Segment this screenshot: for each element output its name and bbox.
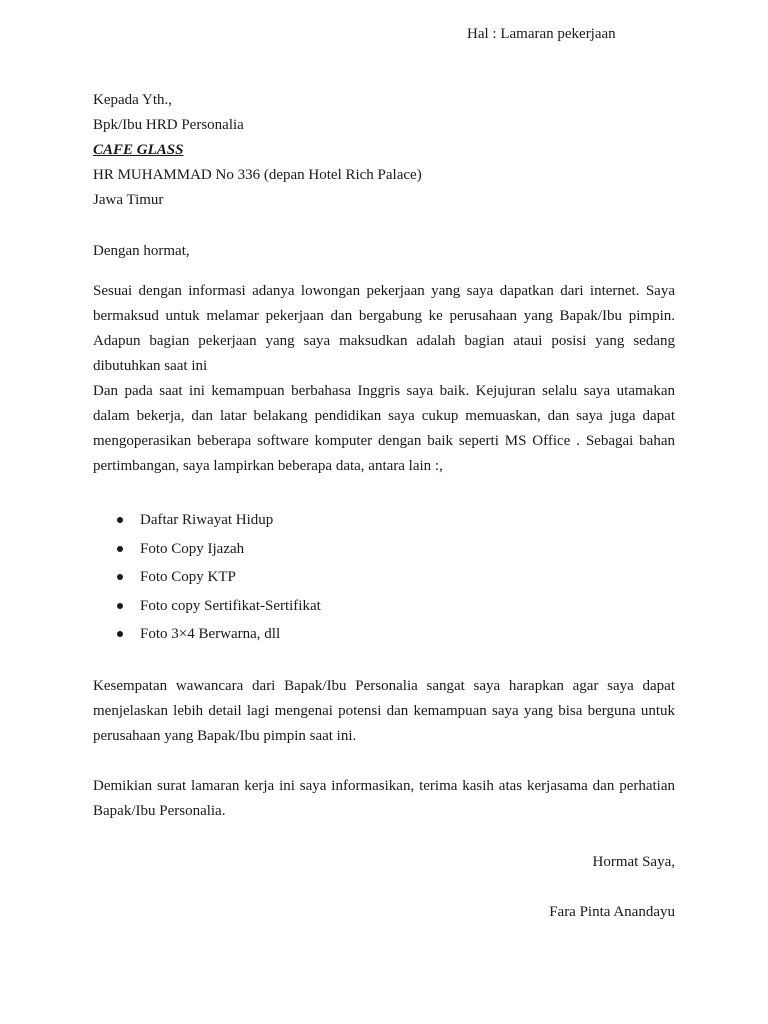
list-item — [93, 592, 675, 621]
attachment-label: Foto Copy Ijazah — [140, 540, 245, 557]
body-intro — [93, 279, 675, 479]
list-item — [93, 620, 675, 649]
recipient-block — [93, 88, 675, 213]
list-item — [93, 506, 675, 535]
body-interview — [93, 674, 675, 749]
body-paragraph-1: Sesuai dengan informasi adanya lowongan pekerjaan yang saya dapatkan dari internet. Saya bermaksud untuk melamar pekerjaan dan bergabung ke perusahaan yang Bapak/Ibu pimpin. Adapun bagian pekerjaan yang saya maksudkan adalah bagian ataui posisi yang sedang dibutuhkan saat ini — [93, 283, 675, 374]
recipient-department: Bpk/Ibu HRD Personalia — [93, 117, 244, 133]
list-item — [93, 535, 675, 564]
attachment-label: Foto Copy KTP — [140, 569, 236, 585]
bullet-icon — [117, 603, 123, 609]
letter-subject: Hal : Lamaran pekerjaan — [467, 26, 616, 42]
bullet-icon — [117, 574, 123, 580]
body-paragraph-2: Dan pada saat ini kemampuan berbahasa Inggris saya baik. Kejujuran selalu saya utamakan dalam bekerja, dan latar belakang pendidikan saya cukup memuaskan, dan saya juga dapat mengoperasikan beberapa software komputer dengan baik seperti MS Office . Sebagai bahan pertimbangan, saya lampirkan beberapa data, antara lain :, — [93, 383, 675, 474]
body-paragraph-4: Demikian surat lamaran kerja ini saya informasikan, terima kasih atas kerjasama dan perhatian Bapak/Ibu Personalia. — [93, 778, 675, 819]
attachment-label: Foto 3×4 Berwarna, dll — [140, 626, 281, 642]
body-paragraph-3: Kesempatan wawancara dari Bapak/Ibu Personalia sangat saya harapkan agar saya dapat menjelaskan lebih detail lagi mengenai potensi dan kemampuan saya yang bisa berguna untuk perusahaan yang Bapak/Ibu pimpin saat ini. — [93, 678, 675, 744]
attachment-label: Foto copy Sertifikat-Sertifikat — [140, 597, 321, 614]
attachment-label: Daftar Riwayat Hidup — [140, 512, 274, 528]
closing-regards: Hormat Saya, — [592, 854, 675, 870]
body-closing — [93, 774, 675, 824]
bullet-icon — [117, 546, 123, 552]
recipient-greeting: Kepada Yth., — [93, 92, 172, 108]
bullet-icon — [117, 631, 123, 637]
attachment-list — [93, 506, 675, 649]
salutation: Dengan hormat, — [93, 243, 190, 259]
recipient-region: Jawa Timur — [93, 192, 164, 208]
list-item — [93, 563, 675, 592]
recipient-company: CAFE GLASS — [93, 142, 184, 158]
signer-name: Fara Pinta Anandayu — [549, 904, 675, 920]
recipient-address: HR MUHAMMAD No 336 (depan Hotel Rich Palace) — [93, 167, 422, 183]
bullet-icon — [117, 517, 123, 523]
